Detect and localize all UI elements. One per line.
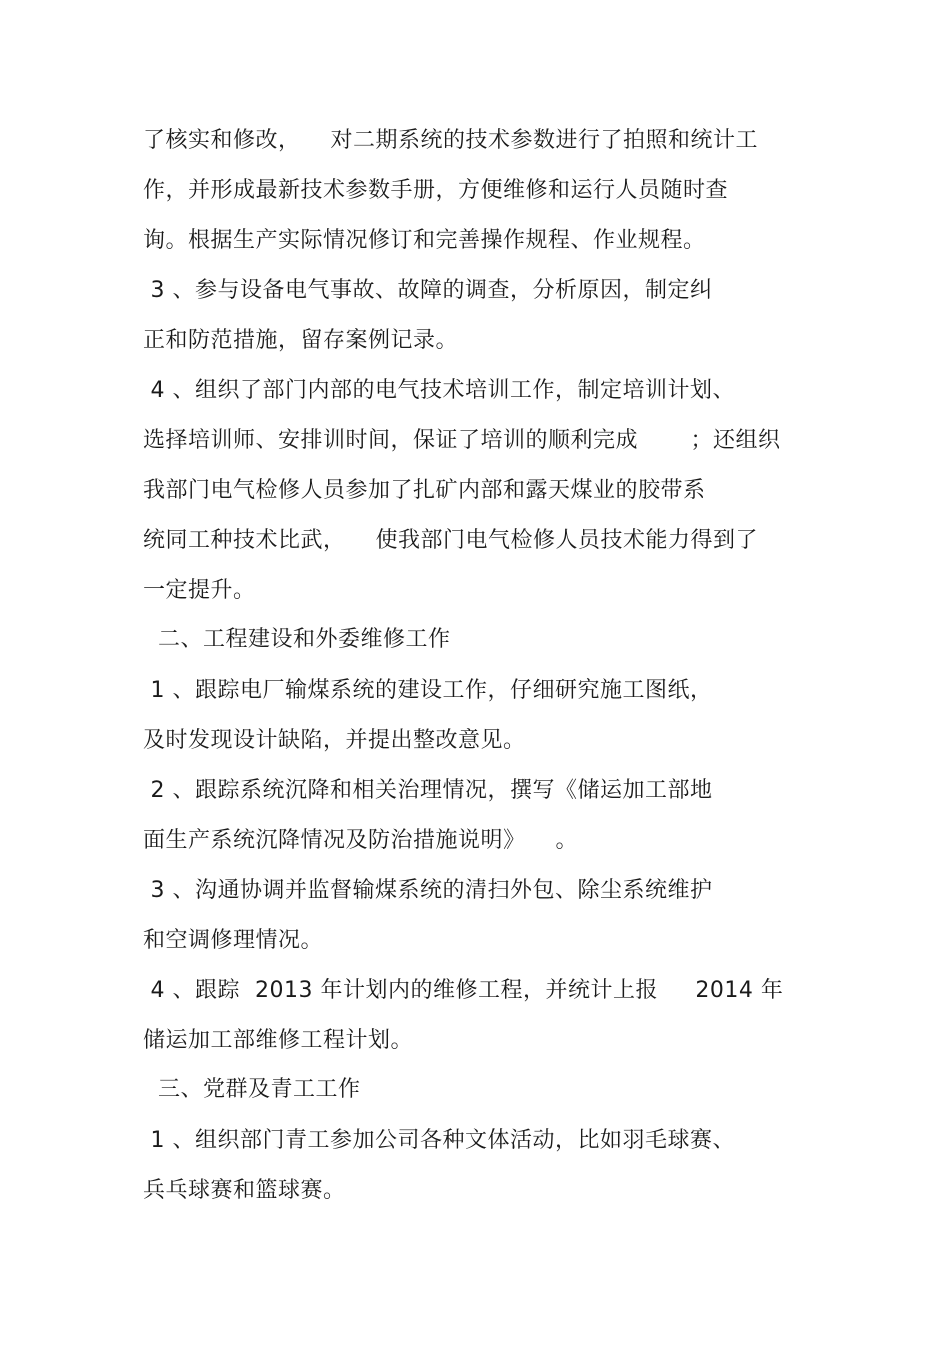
text-line: 3 、沟通协调并监督输煤系统的清扫外包、除尘系统维护 — [143, 878, 713, 903]
text-line: 了核实和修改， 对二期系统的技术参数进行了拍照和统计工 — [143, 128, 758, 153]
text-line: 储运加工部维修工程计划。 — [143, 1028, 414, 1053]
text-line: 面生产系统沉降情况及防治措施说明》 。 — [143, 828, 578, 853]
text-line: 4 、跟踪 2013 年计划内的维修工程，并统计上报 2014 年 — [143, 978, 784, 1003]
section-heading: 三、党群及青工工作 — [143, 1077, 361, 1102]
text-line: 和空调修理情况。 — [143, 928, 324, 953]
text-line: 统同工种技术比武， 使我部门电气检修人员技术能力得到了 — [143, 528, 758, 553]
section-heading: 二、工程建设和外委维修工作 — [143, 627, 451, 652]
text-line: 我部门电气检修人员参加了扎矿内部和露天煤业的胶带系 — [143, 478, 706, 503]
text-line: 1 、跟踪电厂输煤系统的建设工作，仔细研究施工图纸， — [143, 678, 713, 703]
text-line: 兵乓球赛和篮球赛。 — [143, 1178, 346, 1203]
text-line: 3 、参与设备电气事故、故障的调查，分析原因，制定纠 — [143, 278, 713, 303]
text-line: 一定提升。 — [143, 578, 256, 603]
text-line: 作，并形成最新技术参数手册，方便维修和运行人员随时查 — [143, 178, 729, 203]
text-line: 选择培训师、安排训时间，保证了培训的顺利完成 ；还组织 — [143, 428, 781, 453]
text-line: 询。根据生产实际情况修订和完善操作规程、作业规程。 — [143, 228, 706, 253]
text-line: 正和防范措施，留存案例记录。 — [143, 328, 459, 353]
text-line: 2 、跟踪系统沉降和相关治理情况，撰写《储运加工部地 — [143, 778, 713, 803]
text-line: 4 、组织了部门内部的电气技术培训工作，制定培训计划、 — [143, 378, 735, 403]
text-line: 及时发现设计缺陷，并提出整改意见。 — [143, 728, 526, 753]
text-line: 1 、组织部门青工参加公司各种文体活动，比如羽毛球赛、 — [143, 1128, 735, 1153]
